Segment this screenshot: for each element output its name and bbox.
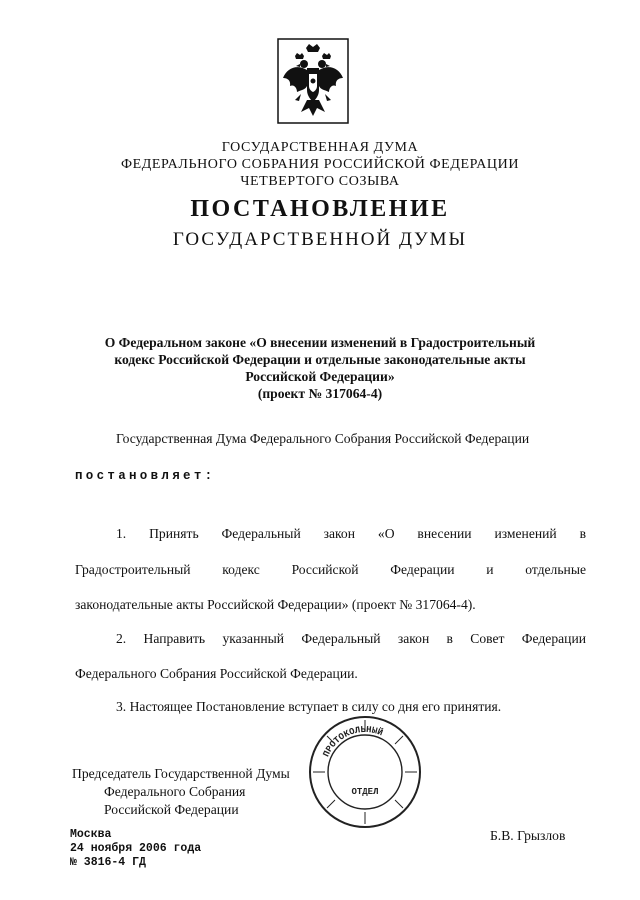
stamp-bottom-text: ОТДЕЛ [351,787,379,797]
item-2-line: 2. Направить указанный Федеральный закон в Совет Федерации [116,631,586,646]
document-subtitle: ГОСУДАРСТВЕННОЙ ДУМЫ [172,229,468,250]
signatory-position: Российской Федерации [104,802,239,817]
signatory-name: Б.В. Грызлов [490,828,566,843]
document-title: ПОСТАНОВЛЕНИЕ [190,196,450,222]
bill-heading-line: Российской Федерации» [245,369,395,384]
header-line-convocation: ЧЕТВЕРТОГО СОЗЫВА [240,174,400,189]
item-3-line: 3. Настоящее Постановление вступает в силу со дня его принятия. [116,699,502,714]
signatory-position: Председатель Государственной Думы [72,766,290,781]
bill-heading-line: О Федеральном законе «О внесении изменений в Градостроительный [104,335,536,350]
decree-word: постановляет: [75,469,216,483]
footer-number: № 3816-4 ГД [70,856,146,869]
item-2-line: Федерального Собрания Российской Федерации. [75,666,358,681]
footer-city: Москва [70,828,112,841]
header-line-assembly: ФЕДЕРАЛЬНОГО СОБРАНИЯ РОССИЙСКОЙ ФЕДЕРАЦИИ [120,157,520,172]
intro-paragraph: Государственная Дума Федерального Собрания Российской Федерации [116,431,530,446]
item-1-line: 1. Принять Федеральный закон «О внесении изменений в [116,526,586,541]
coat-of-arms-icon [277,38,349,124]
bill-project-number: (проект № 317064-4) [257,386,383,401]
signatory-position: Федерального Собрания [104,784,246,799]
bill-heading-line: кодекс Российской Федерации и отдельные законодательные акты [114,352,526,367]
item-1-line: законодательные акты Российской Федерации» (проект № 317064-4). [75,597,476,612]
item-1-line: Градостроительный кодекс Российской Федерации и отдельные [75,562,586,577]
header-line-duma: ГОСУДАРСТВЕННАЯ ДУМА [221,140,419,155]
official-stamp [305,712,425,832]
bill-heading [60,334,580,402]
footer-date: 24 ноября 2006 года [70,842,202,855]
stamp-top-text: ПРОТОКОЛЬНЫЙ [321,724,385,759]
